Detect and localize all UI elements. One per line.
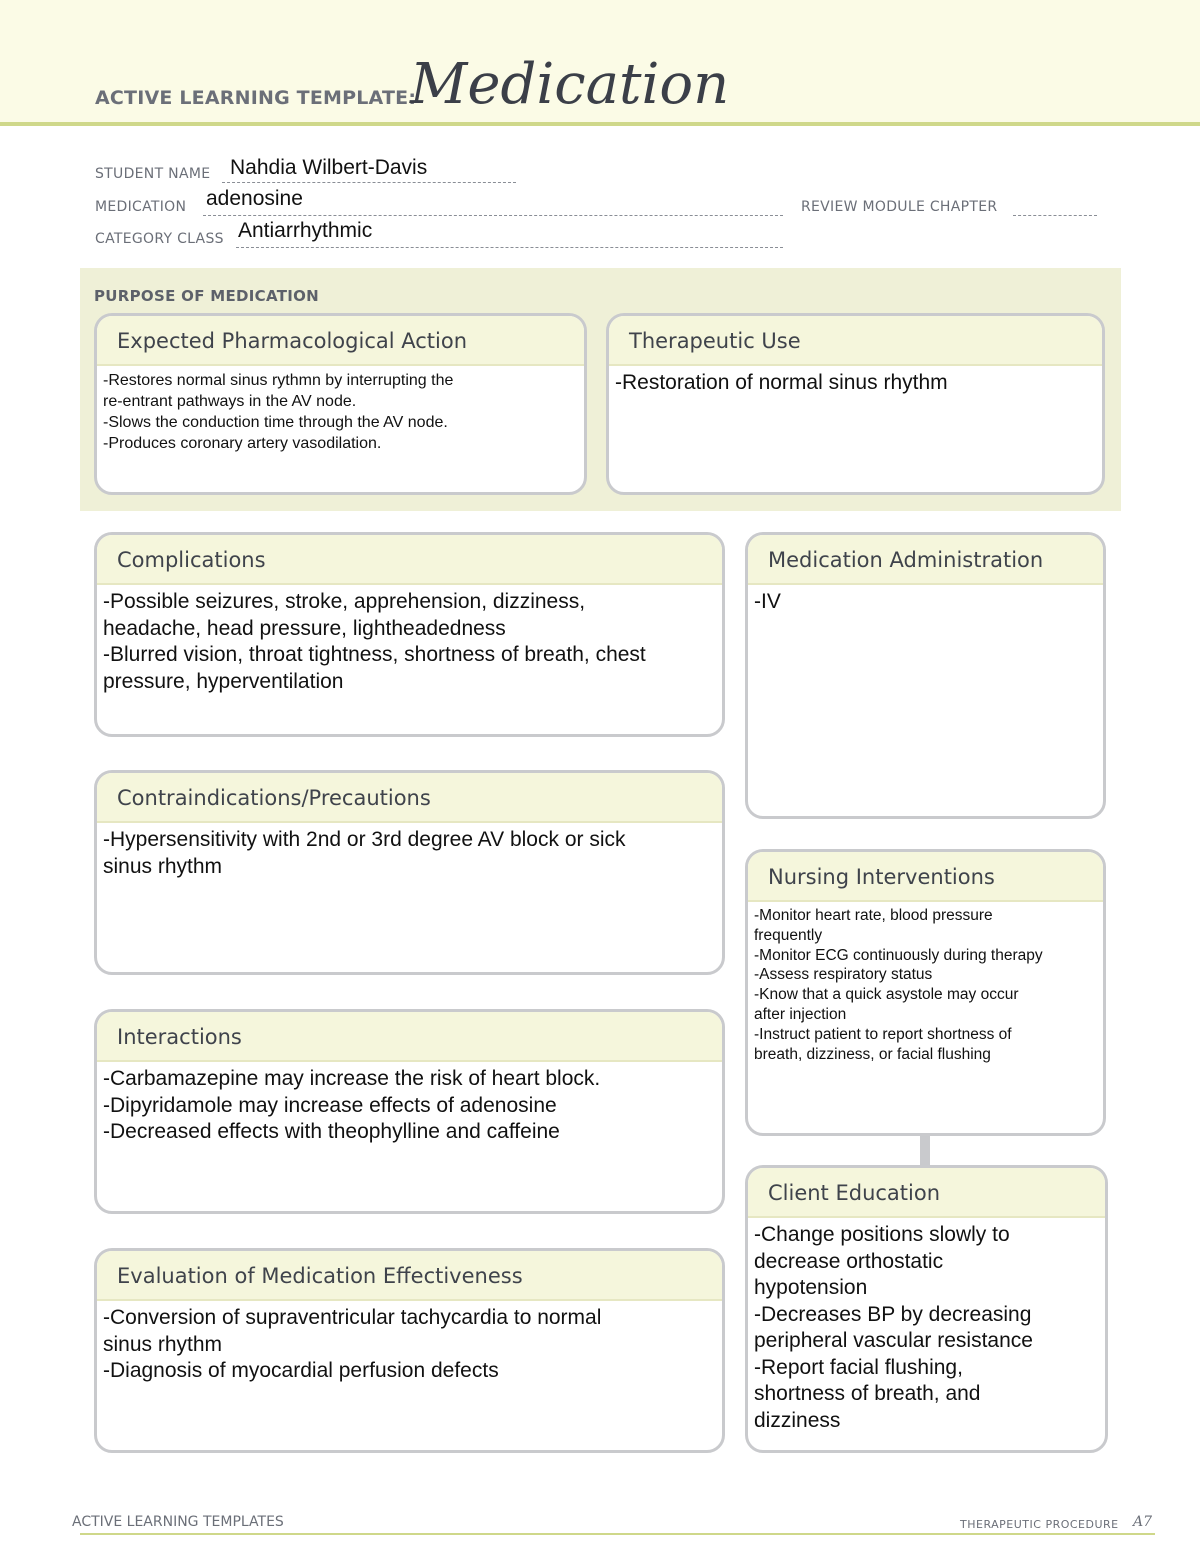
nursing-interventions-box	[745, 849, 1106, 1136]
complications-title: Complications	[97, 535, 722, 585]
header-divider	[0, 122, 1200, 126]
purpose-label: PURPOSE OF MEDICATION	[94, 287, 320, 305]
administration-box	[745, 532, 1106, 819]
complications-text[interactable]: -Possible seizures, stroke, apprehension, dizziness, headache, head pressure, lightheadedness -Blurred vision, throat tightness, shortness of breath, chest pressure, hyperventilation	[103, 590, 646, 693]
client-education-text[interactable]: -Change positions slowly to decrease orthostatic hypotension -Decreases BP by decreasing peripheral vascular resistance -Report facial flushing, shortness of breath, and dizziness	[754, 1223, 1033, 1432]
therapeutic-use-box	[606, 313, 1105, 495]
nursing-interventions-text[interactable]: -Monitor heart rate, blood pressure frequently -Monitor ECG continuously during therapy -Assess respiratory status -Know that a quick asystole may occur after injection -Instruct patient to report shortness of breath, dizziness, or facial flushing	[754, 907, 1043, 1063]
medication-label: MEDICATION	[95, 199, 187, 215]
category-class-field[interactable]: Antiarrhythmic	[238, 219, 373, 242]
administration-title: Medication Administration	[748, 535, 1103, 585]
evaluation-text[interactable]: -Conversion of supraventricular tachycardia to normal sinus rhythm -Diagnosis of myocardial perfusion defects	[103, 1306, 602, 1382]
administration-text[interactable]: -IV	[754, 590, 781, 613]
evaluation-title: Evaluation of Medication Effectiveness	[97, 1251, 722, 1301]
page-title: Medication	[410, 52, 730, 117]
category-class-line	[236, 247, 783, 248]
contraindications-title: Contraindications/Precautions	[97, 773, 722, 823]
student-name-label: STUDENT NAME	[95, 166, 211, 182]
review-module-line	[1013, 215, 1097, 216]
expected-action-title: Expected Pharmacological Action	[97, 316, 584, 366]
medication-field[interactable]: adenosine	[206, 187, 303, 210]
interactions-title: Interactions	[97, 1012, 722, 1062]
page-number: A7	[1133, 1514, 1153, 1530]
footer-divider	[80, 1533, 1155, 1535]
box-connector	[920, 1135, 930, 1167]
category-class-label: CATEGORY CLASS	[95, 231, 224, 247]
interactions-text[interactable]: -Carbamazepine may increase the risk of heart block. -Dipyridamole may increase effects of adenosine -Decreased effects with theophylline and caffeine	[103, 1067, 601, 1143]
nursing-interventions-title: Nursing Interventions	[748, 852, 1103, 902]
template-label: ACTIVE LEARNING TEMPLATE:	[95, 87, 417, 109]
therapeutic-use-title: Therapeutic Use	[609, 316, 1102, 366]
medication-line	[203, 215, 783, 216]
client-education-box	[745, 1165, 1108, 1453]
student-name-line	[222, 182, 516, 183]
footer-right: THERAPEUTIC PROCEDURE	[960, 1518, 1119, 1531]
expected-action-box	[94, 313, 587, 495]
student-name-field[interactable]: Nahdia Wilbert-Davis	[230, 156, 428, 179]
complications-box	[94, 532, 725, 737]
contraindications-text[interactable]: -Hypersensitivity with 2nd or 3rd degree AV block or sick sinus rhythm	[103, 828, 626, 878]
review-module-label: REVIEW MODULE CHAPTER	[801, 199, 998, 215]
therapeutic-use-text[interactable]: -Restoration of normal sinus rhythm	[615, 371, 948, 394]
footer-left: ACTIVE LEARNING TEMPLATES	[72, 1514, 284, 1530]
contraindications-box	[94, 770, 725, 975]
interactions-box	[94, 1009, 725, 1214]
client-education-title: Client Education	[748, 1168, 1105, 1218]
evaluation-box	[94, 1248, 725, 1453]
expected-action-text[interactable]: -Restores normal sinus rythmn by interrupting the re-entrant pathways in the AV node. -Slows the conduction time through the AV node. -Produces coronary artery vasodilation.	[103, 372, 454, 452]
